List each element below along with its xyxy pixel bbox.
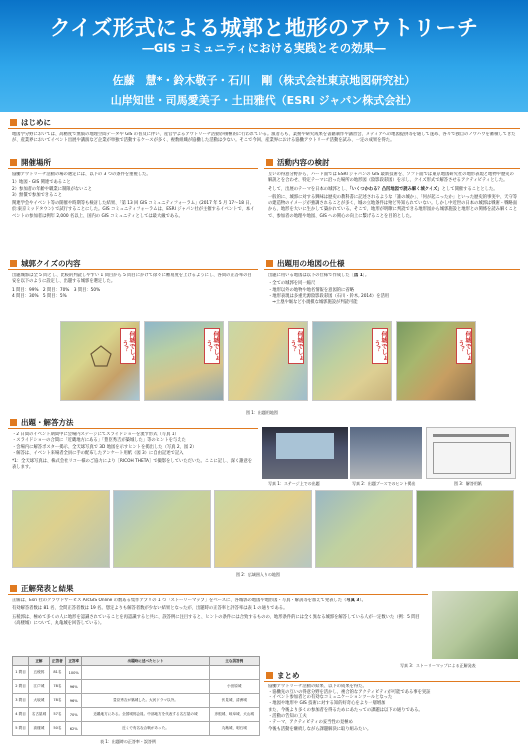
quiz-body: 出題城郭は全 5 問とし、比較的判読しやすい 1 問目から 5 問目にかけて徐々に難易度を上げるようにし、各問の正答率の目安を以下のように設定し、出題する城郭を選定した。 1 問目：99% 2 問目：70% 3 問目：50% 4 問目：30% 5 問目：5% — [12, 273, 252, 299]
figure-1-maps — [60, 321, 476, 409]
square-bullet-icon — [10, 585, 17, 592]
quiz-label: 何城でしょう？ — [204, 328, 220, 364]
table-row: 1 問目 五稜郭 81名 100% — [13, 666, 260, 680]
intro-text: 地図学分野においては、高精度で無償の地理空間データや GIS の普及に伴い、産官学よるアウトリーチ活動が積極的に行われている。演者らも、業務や研究成果を書籍制作や講習会、メディアへの地図提供等を通して遂め、各々で独自のノウハウを蓄積してきたが、産業界においてイベント出展や講演など企業が単独で活動するケースが多く、複数組織が協働した活動は少ない。そこで今回、産業界における協働アウトリーチ活動を試み、一定の成果を得た。 — [12, 132, 516, 144]
section-heading: 活動内容の検討 — [264, 157, 520, 169]
figure-2-caption: 図 2：広域囲入りの地図 — [236, 572, 280, 577]
section-quiz — [8, 258, 258, 318]
quiz-map-1 — [60, 321, 140, 401]
table-row: 4 問目 名古屋城 57名 70% 近畿地方にある。全国城郭会員。中部地方を代表する名古屋の城 彦根城、岐阜城、犬山城 — [13, 708, 260, 722]
square-bullet-icon — [266, 672, 273, 679]
section-results — [8, 583, 428, 653]
figure-3-caption: 図 3：解答用紙 — [454, 481, 482, 486]
section-heading: 出題用の地図の仕様 — [264, 258, 520, 270]
quiz-map-4 — [312, 321, 392, 401]
section-content — [264, 157, 520, 252]
wide-map-4 — [315, 490, 413, 568]
table-row: 2 問目 江戸城 78名 96% 小田原城 — [13, 680, 260, 694]
wide-map-5 — [416, 490, 514, 568]
table-header-row: 正解 正答者 正答率 出題時に述べたヒント 主な誤答例 — [13, 657, 260, 666]
quiz-map-5 — [396, 321, 476, 401]
stage-screen — [276, 433, 334, 459]
maps-body: 出題に用いる地図は以下の仕様で作成した［図 1］。 ・全ての城郭を同一縮尺 ・地形以外の地物や地名情報を意図的に省略 ・地形表現は多重光源陰影段彩図（石川・鈴木, 2014）を活用 ⇒土塁や堀など小規模な城郭施設が判読可能 — [268, 273, 390, 306]
section-maps — [264, 258, 520, 318]
photo-3-storymap — [432, 591, 518, 659]
section-heading: まとめ — [264, 670, 520, 682]
figure-3-answer-sheet — [426, 427, 516, 479]
photo-1-caption: 写真 1：ステージ上での出題 — [268, 481, 320, 486]
section-overview — [8, 157, 258, 252]
table-1-caption: 表 1：出題時の正答率・誤答例 — [100, 739, 156, 744]
poster-title: クイズ形式による城郭と地形のアウトリーチ — [49, 16, 479, 40]
table-row: 3 問目 大坂城 78名 96% 豊臣秀吉が築城した。大河ドラマ以外。 伏見城、清洲城 — [13, 694, 260, 708]
poster-header — [0, 0, 528, 112]
square-bullet-icon — [10, 159, 17, 166]
quiz-label: 何城でしょう？ — [288, 328, 304, 364]
section-heading: 開催場所 — [8, 157, 258, 169]
section-heading: はじめに — [8, 117, 520, 129]
section-methods — [8, 417, 258, 487]
figure-1-caption: 図 1：出題用地図 — [246, 410, 278, 415]
wide-map-2 — [113, 490, 211, 568]
square-bullet-icon — [10, 119, 17, 126]
authors-line-1: 佐藤 慧*・鈴木敬子・石川 剛（株式会社東京地図研究社） — [112, 74, 416, 87]
section-intro — [8, 117, 520, 159]
wide-map-1 — [12, 490, 110, 568]
square-bullet-icon — [10, 419, 17, 426]
figure-2-wide-maps — [12, 490, 516, 570]
results-body: 正解は、Esri 社のクラウドサービス ArcGIS Online の数ある集作アプリの 1 つ「ストーリーマップ」をベースに、各城郭の地図や地形図・写真・解説等を加えて発表した（写真 3）。 有効解答者数は 81 名、全問正答者数は 19 名。想定よりも解答者数が少ない結果となったが、出題時の正答率と評答率は表 1 の通りである。 五稜郭は、極めて多くの人に地形を認識されていることを再認識すると共に、誤答例に注目すると、ヒントの条件には合致するものの、地形条件的には全く異なる城郭を解答している人が一定数いた（例：5 問目（高楼城）について、丸亀城を回答している）。 — [12, 598, 420, 626]
quiz-label: 何城でしょう？ — [120, 328, 136, 364]
section-heading: 正解発表と結果 — [8, 583, 428, 595]
section-summary — [264, 670, 520, 748]
section-heading: 城郭クイズの内容 — [8, 258, 258, 270]
quiz-label: 何城でしょう？ — [372, 328, 388, 364]
results-table — [12, 656, 260, 736]
authors-line-2: 山岸知世・司馬愛美子・土田雅代（ESRI ジャパン株式会社） — [110, 94, 418, 107]
square-bullet-icon — [266, 159, 273, 166]
section-heading: 出題・解答方法 — [8, 417, 258, 429]
photo-2-caption: 写真 2：出題ブースでのヒント掲出 — [352, 481, 416, 486]
photo-2-booth — [350, 427, 422, 479]
quiz-map-3 — [228, 321, 308, 401]
square-bullet-icon — [10, 260, 17, 267]
wide-map-3 — [214, 490, 312, 568]
poster-subtitle: ―GIS コミュニティにおける実践とその効果― — [142, 41, 386, 55]
overview-body: 協働アウトリーチ活動の場の選定には、以下の 3 つの条件を重視した。 1）地図・GIS 関連であること 2）参加者の年齢や職業に制限がないこと 3）無償で参加できること 関連学会やイベント等の開催や時期等も検討した結果、「第 13 回 GIS コミュニティフォーラム」(2017 年 5 月 17～18 日, 於:東京ミッドタウン) で試行することにした。GIS コミュニティフォーラムは、ESRI ジャパン社が主催するイベントで、本イベントの参加者は例年 2,000 名以上、国内の GIS コミュニティとしては最大級である。 — [12, 172, 255, 219]
quiz-map-2 — [144, 321, 224, 401]
square-bullet-icon — [266, 260, 273, 267]
table-row: 5 問目 高楼城 50名 62% 近くで有名な合戦があった。 丸亀城、明石城 — [13, 722, 260, 736]
content-body: 互いの得意分野から、ハード面では ESRI ジャパンの GIS 最新技術を、ソフト面では東京地図研究社の地形表現と地物や歴史の解説とを合わせ、特定テーマに沿った場所の地形図（陰影段彩図）を示し、クイズ形式で解答させるアクティビティとした。 そして、出展のテーマを日本の城郭とし、「いくつかわる？凸凹地図で読み解く城クイズ」として開催することとした。 一般的に、城郭に対する興味は歴史の教科書に記述されるような「誰の城か」、「何が起こったか」といった歴史的事実や、天守等の建造物のイメージが強調されることが多く、城の立地条件は殆ど外知られていない。しかし中近世の日本の城郭は戦術・戦略面から、地形を大いに生かして築かれている。そこで、地形が明瞭に判読できる地形図から城郭施設と地形との関係を読み解くことで、参加者の地理や地図、GIS への関心の向上に繋げることを目的とした。 — [268, 172, 518, 219]
quiz-label: 何城でしょう？ — [456, 328, 472, 364]
summary-body: 協働アウトリーチ活動の結果、以下の成果を得た。 ・協働先の互いの得意分野を活かし、複合的なアクティビティが可能である事を実証 ・イベント参加者との有効なコミュニケーションツールとなった ・地図や地形や GIS 技術に対する知的好奇心をより一層増加 また、今後より多くの参加者を得るためにあたっての課題は以下の通りである。 ・活動の告知の工夫 ・テーマ、アクティビティの妥当性の見極め 今後も活動を継続しながら課題解決に取り組みたい。 — [268, 684, 431, 733]
photo-1-stage — [262, 427, 348, 479]
methods-body: ・2 日間のイベント期間中に会場内ステージにてスライドショーを流す形式（写真 1） ・スライドショーの合間に「近畿地方にある」「豊臣秀吉が築城した」等のヒントを与えた ・会場内に解答ポスター掲示、全天球写真で 3D 地図を示すヒントを掲出した（写真 2，図 2） ・解答は、イベント来場者全員に手の配布したアンケート用紙（図 3）に自由記述で記入 *1：全天球写真は、株式会社リコー様のご協力により［RICOH THETA］で撮影をしていただいた。ここに記し、深く謝意を表します。 — [12, 432, 253, 471]
photo-3-caption: 写真 3：ストーリーマップによる正解発表 — [400, 663, 476, 668]
